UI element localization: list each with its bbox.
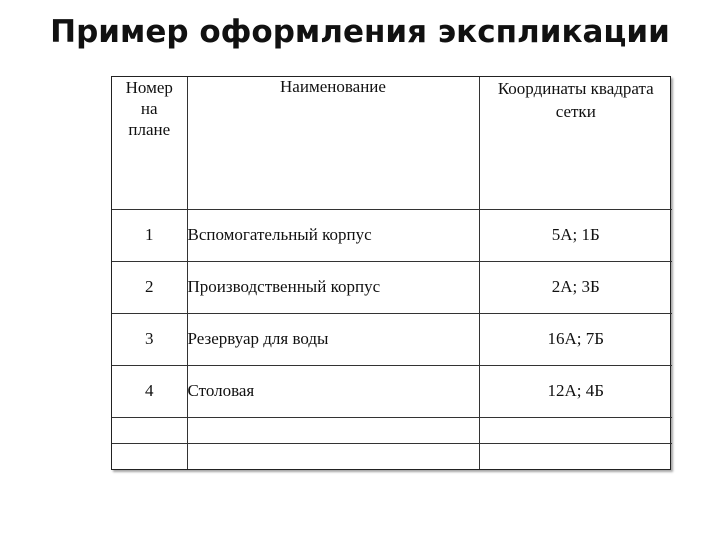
cell-number: 3 (112, 313, 187, 365)
table-row (112, 209, 672, 261)
cell-name: Вспомогательный корпус (187, 209, 479, 261)
cell-coords: 16А; 7Б (479, 313, 672, 365)
header-number (112, 77, 187, 209)
cell-coords (479, 417, 672, 443)
cell-name: Столовая (187, 365, 479, 417)
table-row-empty (112, 443, 672, 469)
table-header-row (112, 77, 672, 209)
page-title: Пример оформления экспликации (50, 14, 670, 50)
table-row (112, 313, 672, 365)
cell-name: Резервуар для воды (187, 313, 479, 365)
table-row (112, 261, 672, 313)
header-coords-line: сетки (555, 102, 596, 121)
table-row (112, 365, 672, 417)
cell-number: 4 (112, 365, 187, 417)
cell-coords (479, 443, 672, 469)
explication-table-container (111, 76, 671, 470)
cell-number (112, 443, 187, 469)
cell-name (187, 443, 479, 469)
cell-name (187, 417, 479, 443)
table-row-empty (112, 417, 672, 443)
header-coords-line: Координаты квадрата (497, 79, 654, 98)
cell-number: 1 (112, 209, 187, 261)
cell-name: Производственный корпус (187, 261, 479, 313)
header-number-line: на (140, 99, 158, 118)
cell-coords: 5А; 1Б (479, 209, 672, 261)
cell-coords: 12А; 4Б (479, 365, 672, 417)
cell-number: 2 (112, 261, 187, 313)
header-number-line: плане (128, 120, 171, 139)
header-name: Наименование (187, 77, 479, 209)
cell-number (112, 417, 187, 443)
header-number-line: Номер (125, 78, 173, 97)
header-coords (479, 77, 672, 209)
cell-coords: 2А; 3Б (479, 261, 672, 313)
explication-table (112, 77, 672, 469)
